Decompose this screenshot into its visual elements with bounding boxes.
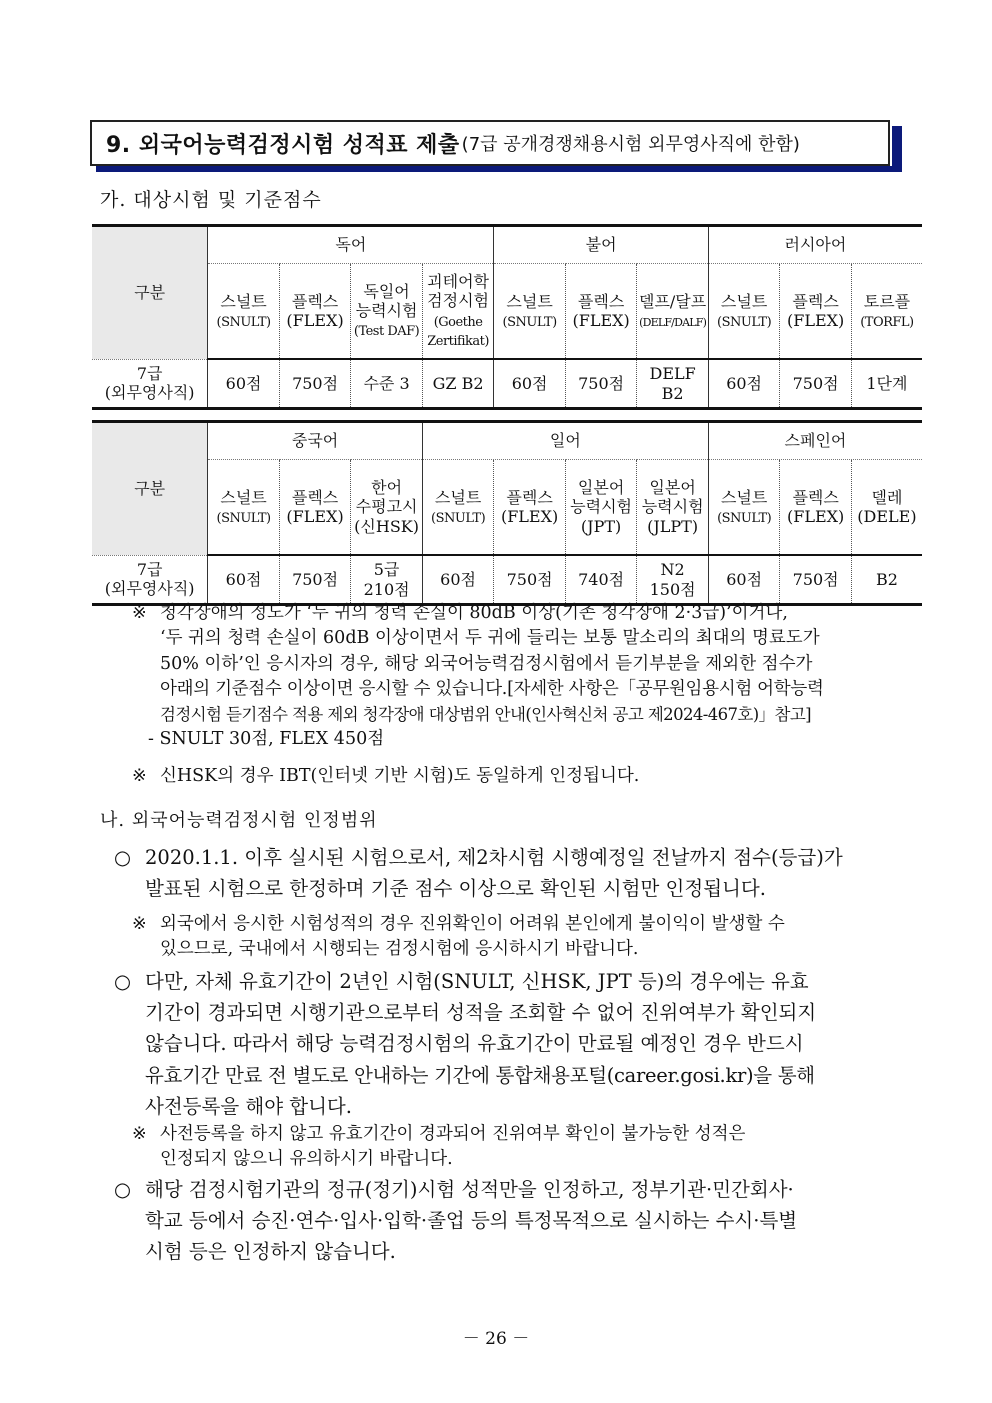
table2-exam: 한어 수평고시 (신HSK) <box>351 460 423 556</box>
table1-corner: 구분 <box>92 226 208 360</box>
table2-exam: 플렉스 (FLEX) <box>494 460 566 556</box>
table1-value: 60점 <box>708 359 780 409</box>
note-foreign-exams: 외국에서 응시한 시험성적의 경우 진위확인이 어려워 본인에게 불이익이 발생할 수 있으므로, 국내에서 시행되는 검정시험에 응시하시기 바랍니다. <box>160 914 785 960</box>
table2-value: B2 <box>851 555 922 605</box>
table1-value: GZ B2 <box>422 359 494 409</box>
table2-exam: 일본어 능력시험 (JLPT) <box>637 460 709 556</box>
table2-value: N2 150점 <box>637 555 709 605</box>
table2-value: 750점 <box>780 555 852 605</box>
table1-value: 750점 <box>780 359 852 409</box>
page-number: － 26 － <box>462 1329 530 1349</box>
table2-value: 750점 <box>279 555 351 605</box>
subhead-recognition-scope: 나. 외국어능력검정시험 인정범위 <box>100 810 378 831</box>
note-mark: ※ <box>132 914 147 934</box>
table2-exam: 플렉스 (FLEX) <box>780 460 852 556</box>
table1-exam: 스널트 (SNULT) <box>208 264 280 360</box>
table1-exam: 플렉스 (FLEX) <box>279 264 351 360</box>
table1-exam: 스널트 (SNULT) <box>494 264 566 360</box>
table2-value: 60점 <box>422 555 494 605</box>
table2-lang-spanish: 스페인어 <box>708 422 922 460</box>
table2-exam: 델레 (DELE) <box>851 460 922 556</box>
section-subtitle: (7급 공개경쟁채용시험 외무영사직에 한함) <box>461 134 800 155</box>
table1-value: 750점 <box>279 359 351 409</box>
header-shadow-right <box>892 126 902 170</box>
table1-exam: 플렉스 (FLEX) <box>565 264 637 360</box>
table2-exam: 스널트 (SNULT) <box>708 460 780 556</box>
table1-exam: 플렉스 (FLEX) <box>780 264 852 360</box>
table1-value: 60점 <box>494 359 566 409</box>
header-shadow-bottom <box>96 166 902 172</box>
note-dash-scores: - SNULT 30점, FLEX 450점 <box>148 729 385 749</box>
table2-value: 60점 <box>708 555 780 605</box>
table1-value: 수준 3 <box>351 359 423 409</box>
note-mark: ※ <box>132 766 147 786</box>
table1-exam: 델프/달프 (DELF/DALF) <box>637 264 709 360</box>
table1-row-label: 7급 (외무영사직) <box>92 359 208 409</box>
item-validity-period: 2020.1.1. 이후 실시된 시험으로서, 제2차시험 시행예정일 전날까지 점수(등급)가 발표된 시험으로 한정하며 기준 점수 이상으로 확인된 시험만 인정됩니다. <box>145 846 843 901</box>
table1-lang-german: 독어 <box>208 226 494 264</box>
item-two-year-validity: 다만, 자체 유효기간이 2년인 시험(SNULT, 신HSK, JPT 등)의 경우에는 유효 기간이 경과되면 시행기관으로부터 성적을 조회할 수 없어 진위여부가 확인되지 않습니다. 따라서 해당 능력검정시험의 유효기간이 만료될 예정인 경우 반드시 유효기간 만료 전 별도로 안내하는 기간에 통합채용포털(career.gosi.kr)을 통해 사전등록을 해야 합니다. <box>145 970 817 1118</box>
table2-value: 5급 210점 <box>351 555 423 605</box>
table2-exam: 플렉스 (FLEX) <box>279 460 351 556</box>
section-title: 9. 외국어능력검정시험 성적표 제출 <box>106 132 460 158</box>
table2-exam: 스널트 (SNULT) <box>422 460 494 556</box>
table2-lang-chinese: 중국어 <box>208 422 423 460</box>
table2-exam: 스널트 (SNULT) <box>208 460 280 556</box>
table1-lang-french: 불어 <box>494 226 709 264</box>
bullet-circle: ○ <box>114 846 132 869</box>
item-regular-exams-only: 해당 검정시험기관의 정규(정기)시험 성적만을 인정하고, 정부기관·민간회사· 학교 등에서 승진·연수·입사·입학·졸업 등의 특정목적으로 실시하는 수시·특별 시험 등은 인정하지 않습니다. <box>145 1178 798 1264</box>
table2-value: 750점 <box>494 555 566 605</box>
table1-value: 60점 <box>208 359 280 409</box>
note-mark: ※ <box>132 1124 147 1144</box>
table2-value: 740점 <box>565 555 637 605</box>
note-mark: ※ <box>132 603 147 623</box>
table1-exam: 독일어 능력시험 (Test DAF) <box>351 264 423 360</box>
score-table-1 <box>92 224 922 410</box>
table1-exam: 괴테어학 검정시험 (Goethe Zertifikat) <box>422 264 494 360</box>
table2-row-label: 7급 (외무영사직) <box>92 555 208 605</box>
bullet-circle: ○ <box>114 1178 132 1201</box>
note-hearing-impairment: 청각장애의 정도가 ‘두 귀의 청력 손실이 80dB 이상(기존 청각장애 2·3급)’이거나, ‘두 귀의 청력 손실이 60dB 이상이면서 두 귀에 들리는 보통 말소리의 최대의 명료도가 50% 이하’인 응시자의 경우, 해당 외국어능력검정시험에서 듣기부분을 제외한 점수가 아래의 기준점수 이상이면 응시할 수 있습니다.[자세한 사항은「공무원임용시험 어학능력 검정시험 듣기점수 적용 제외 청각장애 대상범위 안내(인사혁신처 공고 제2024-467호)」참고] <box>160 603 824 724</box>
table1-exam: 토르플 (TORFL) <box>851 264 922 360</box>
table2-corner: 구분 <box>92 422 208 556</box>
note-preregistration: 사전등록을 하지 않고 유효기간이 경과되어 진위여부 확인이 불가능한 성적은 인정되지 않으니 유의하시기 바랍니다. <box>160 1124 746 1170</box>
table1-value: DELF B2 <box>637 359 709 409</box>
table1-value: 1단계 <box>851 359 922 409</box>
table2-value: 60점 <box>208 555 280 605</box>
score-table-2 <box>92 420 922 606</box>
subhead-target-exams: 가. 대상시험 및 기준점수 <box>100 189 322 211</box>
table2-exam: 일본어 능력시험 (JPT) <box>565 460 637 556</box>
section-header-box <box>90 120 890 166</box>
note-hsk-ibt: 신HSK의 경우 IBT(인터넷 기반 시험)도 동일하게 인정됩니다. <box>160 766 640 786</box>
bullet-circle: ○ <box>114 970 132 993</box>
table1-value: 750점 <box>565 359 637 409</box>
table2-lang-japanese: 일어 <box>422 422 708 460</box>
table1-exam: 스널트 (SNULT) <box>708 264 780 360</box>
table1-lang-russian: 러시아어 <box>708 226 922 264</box>
